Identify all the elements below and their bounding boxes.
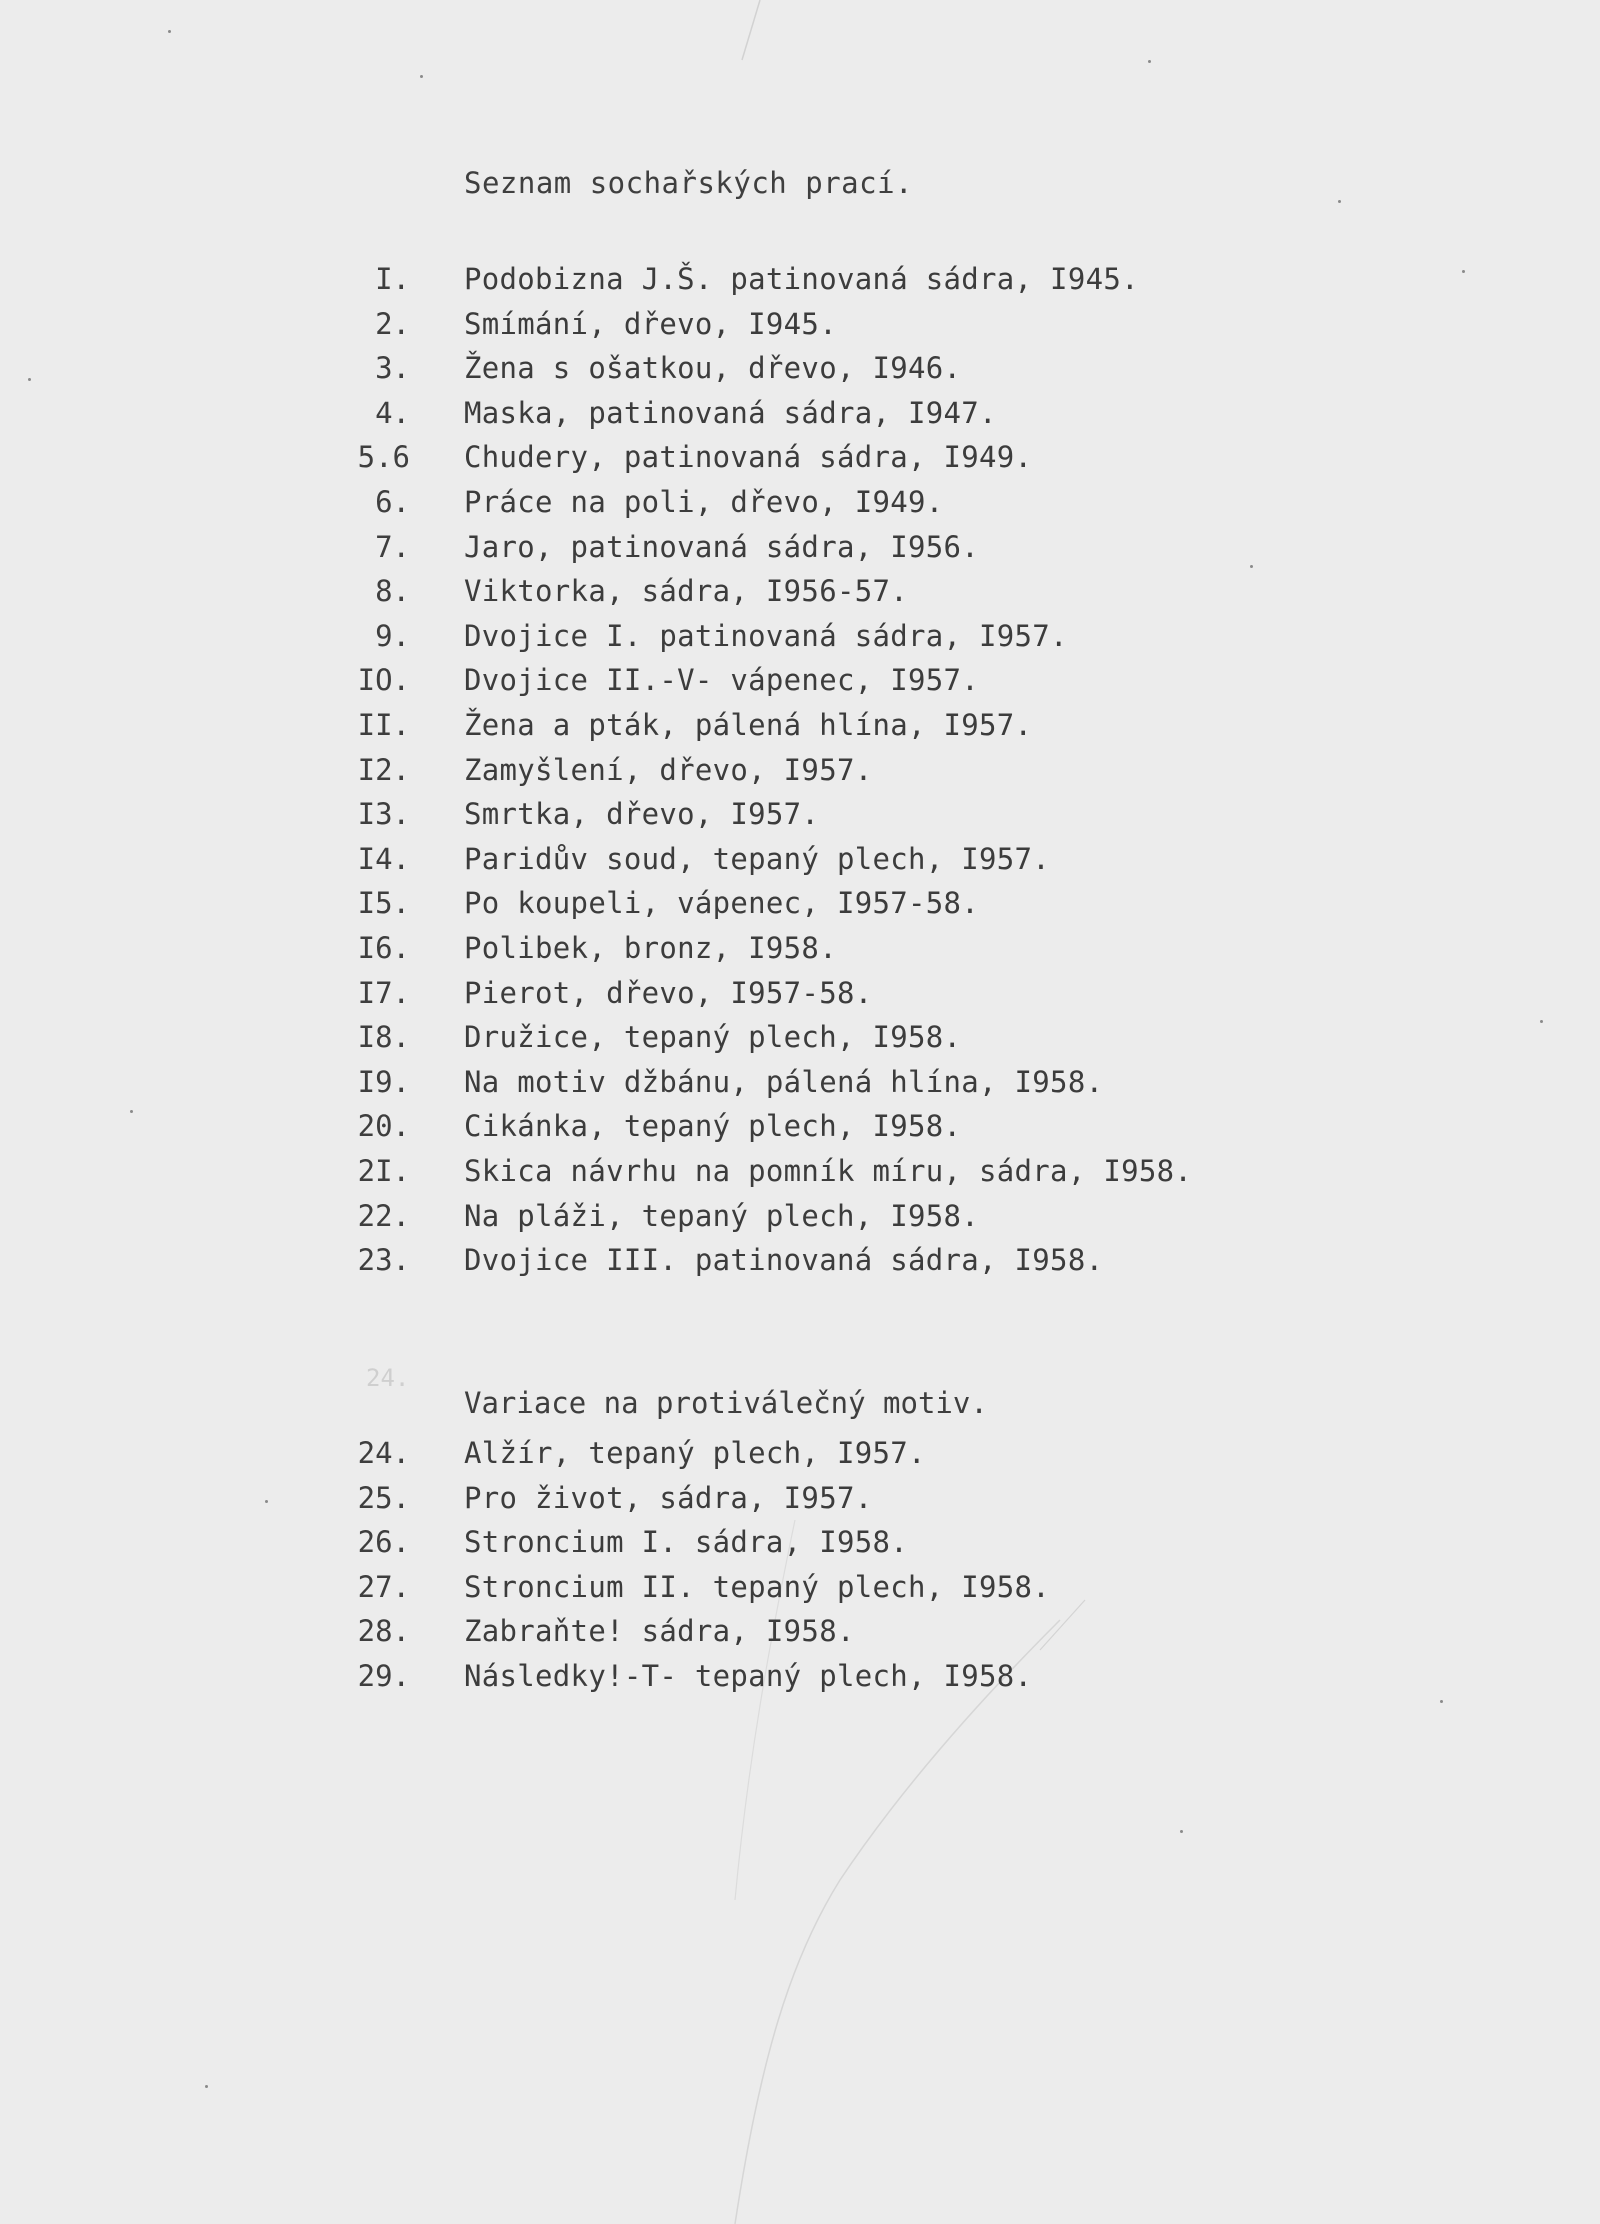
list-item-number: 3. — [375, 351, 410, 386]
list-item — [0, 1154, 1600, 1192]
list-item-number: 23. — [357, 1243, 410, 1278]
document-title: Seznam sochařských prací. — [464, 166, 913, 200]
list-item-number: 26. — [357, 1525, 410, 1560]
list-item-text: Práce na poli, dřevo, I949. — [464, 485, 944, 519]
list-item-number: I7. — [357, 975, 410, 1010]
list-item-text: Zabraňte! sádra, I958. — [464, 1614, 855, 1649]
list-item-text: Dvojice I. patinovaná sádra, I957. — [464, 618, 1068, 653]
list-item — [0, 753, 1600, 791]
list-item-number: I. — [375, 262, 410, 296]
list-item — [0, 1199, 1600, 1237]
list-item-text: Paridův soud, tepaný plech, I957. — [464, 841, 1051, 876]
list-item-text: Skica návrhu na pomník míru, sádra, I958. — [464, 1154, 1193, 1188]
list-item — [0, 842, 1600, 880]
list-item — [0, 1065, 1600, 1103]
list-item-text: Alžír, tepaný plech, I957. — [464, 1436, 926, 1470]
list-item-number: 24. — [357, 1436, 410, 1470]
list-item-text: Na pláži, tepaný plech, I958. — [464, 1198, 980, 1233]
list-item — [0, 797, 1600, 835]
list-item — [0, 1436, 1600, 1474]
list-item — [0, 485, 1600, 523]
list-item-number: 25. — [357, 1480, 410, 1515]
list-item-text: Smrtka, dřevo, I957. — [464, 797, 820, 832]
list-item-number: 20. — [357, 1109, 410, 1144]
list-item-text: Cikánka, tepaný plech, I958. — [464, 1109, 962, 1144]
list-item-number: I9. — [357, 1064, 410, 1099]
list-item-number: 6. — [375, 485, 410, 519]
list-item-number: 29. — [357, 1659, 410, 1693]
list-item — [0, 619, 1600, 657]
list-item-number: 22. — [357, 1198, 410, 1233]
list-item — [0, 886, 1600, 924]
list-item-number: 28. — [357, 1614, 410, 1649]
list-item — [0, 976, 1600, 1014]
list-item-number: I3. — [357, 797, 410, 832]
list-item-number: 2. — [375, 306, 410, 341]
list-item-text: Dvojice III. patinovaná sádra, I958. — [464, 1243, 1104, 1278]
section-heading: Variace na protiválečný motiv. — [464, 1386, 988, 1420]
list-item — [0, 931, 1600, 969]
list-item — [0, 1570, 1600, 1608]
list-item — [0, 307, 1600, 345]
list-item-text: Na motiv džbánu, pálená hlína, I958. — [464, 1064, 1104, 1099]
list-item-number: 9. — [375, 618, 410, 653]
list-item — [0, 1659, 1600, 1697]
list-item-text: Chudery, patinovaná sádra, I949. — [464, 440, 1033, 475]
list-item-text: Podobizna J.Š. patinovaná sádra, I945. — [464, 262, 1139, 296]
list-item — [0, 1020, 1600, 1058]
list-item — [0, 396, 1600, 434]
list-item-text: Po koupeli, vápenec, I957-58. — [464, 886, 980, 921]
list-item-text: Pierot, dřevo, I957-58. — [464, 975, 873, 1010]
list-item — [0, 530, 1600, 568]
list-item-number: I5. — [357, 886, 410, 921]
list-item-text: Stroncium II. tepaný plech, I958. — [464, 1569, 1051, 1604]
list-item-number: IO. — [357, 663, 410, 698]
list-item-text: Dvojice II.-V- vápenec, I957. — [464, 663, 980, 698]
list-item — [0, 663, 1600, 701]
list-item-number: 5.6 — [357, 440, 410, 475]
list-item-number: I8. — [357, 1020, 410, 1055]
list-item — [0, 1243, 1600, 1281]
list-item-number: II. — [357, 708, 410, 742]
list-item-text: Žena a pták, pálená hlína, I957. — [464, 708, 1033, 742]
list-item — [0, 351, 1600, 389]
list-item-text: Maska, patinovaná sádra, I947. — [464, 395, 997, 430]
list-item-text: Smímání, dřevo, I945. — [464, 306, 837, 341]
list-item-text: Zamyšlení, dřevo, I957. — [464, 752, 873, 787]
list-item-number: 7. — [375, 529, 410, 564]
list-item — [0, 262, 1600, 300]
list-item-text: Stroncium I. sádra, I958. — [464, 1525, 908, 1560]
list-item — [0, 1525, 1600, 1563]
list-item-text: Viktorka, sádra, I956-57. — [464, 574, 908, 609]
list-item-number: I4. — [357, 841, 410, 876]
list-item-text: Žena s ošatkou, dřevo, I946. — [464, 351, 962, 386]
list-item-number: 8. — [375, 574, 410, 609]
faint-crossed-number: 24. — [366, 1364, 410, 1392]
list-item-number: 2I. — [357, 1154, 410, 1188]
list-item-number: 27. — [357, 1569, 410, 1604]
list-item — [0, 1109, 1600, 1147]
list-item-text: Následky!-T- tepaný plech, I958. — [464, 1659, 1033, 1693]
list-item-number: 4. — [375, 395, 410, 430]
list-item-text: Jaro, patinovaná sádra, I956. — [464, 529, 980, 564]
list-item-text: Polibek, bronz, I958. — [464, 931, 837, 965]
list-item — [0, 1481, 1600, 1519]
list-item — [0, 1614, 1600, 1652]
list-item — [0, 708, 1600, 746]
list-item-number: I2. — [357, 752, 410, 787]
list-item — [0, 440, 1600, 478]
list-item — [0, 574, 1600, 612]
list-item-text: Pro život, sádra, I957. — [464, 1480, 873, 1515]
list-item-number: I6. — [357, 931, 410, 965]
list-item-text: Družice, tepaný plech, I958. — [464, 1020, 962, 1055]
